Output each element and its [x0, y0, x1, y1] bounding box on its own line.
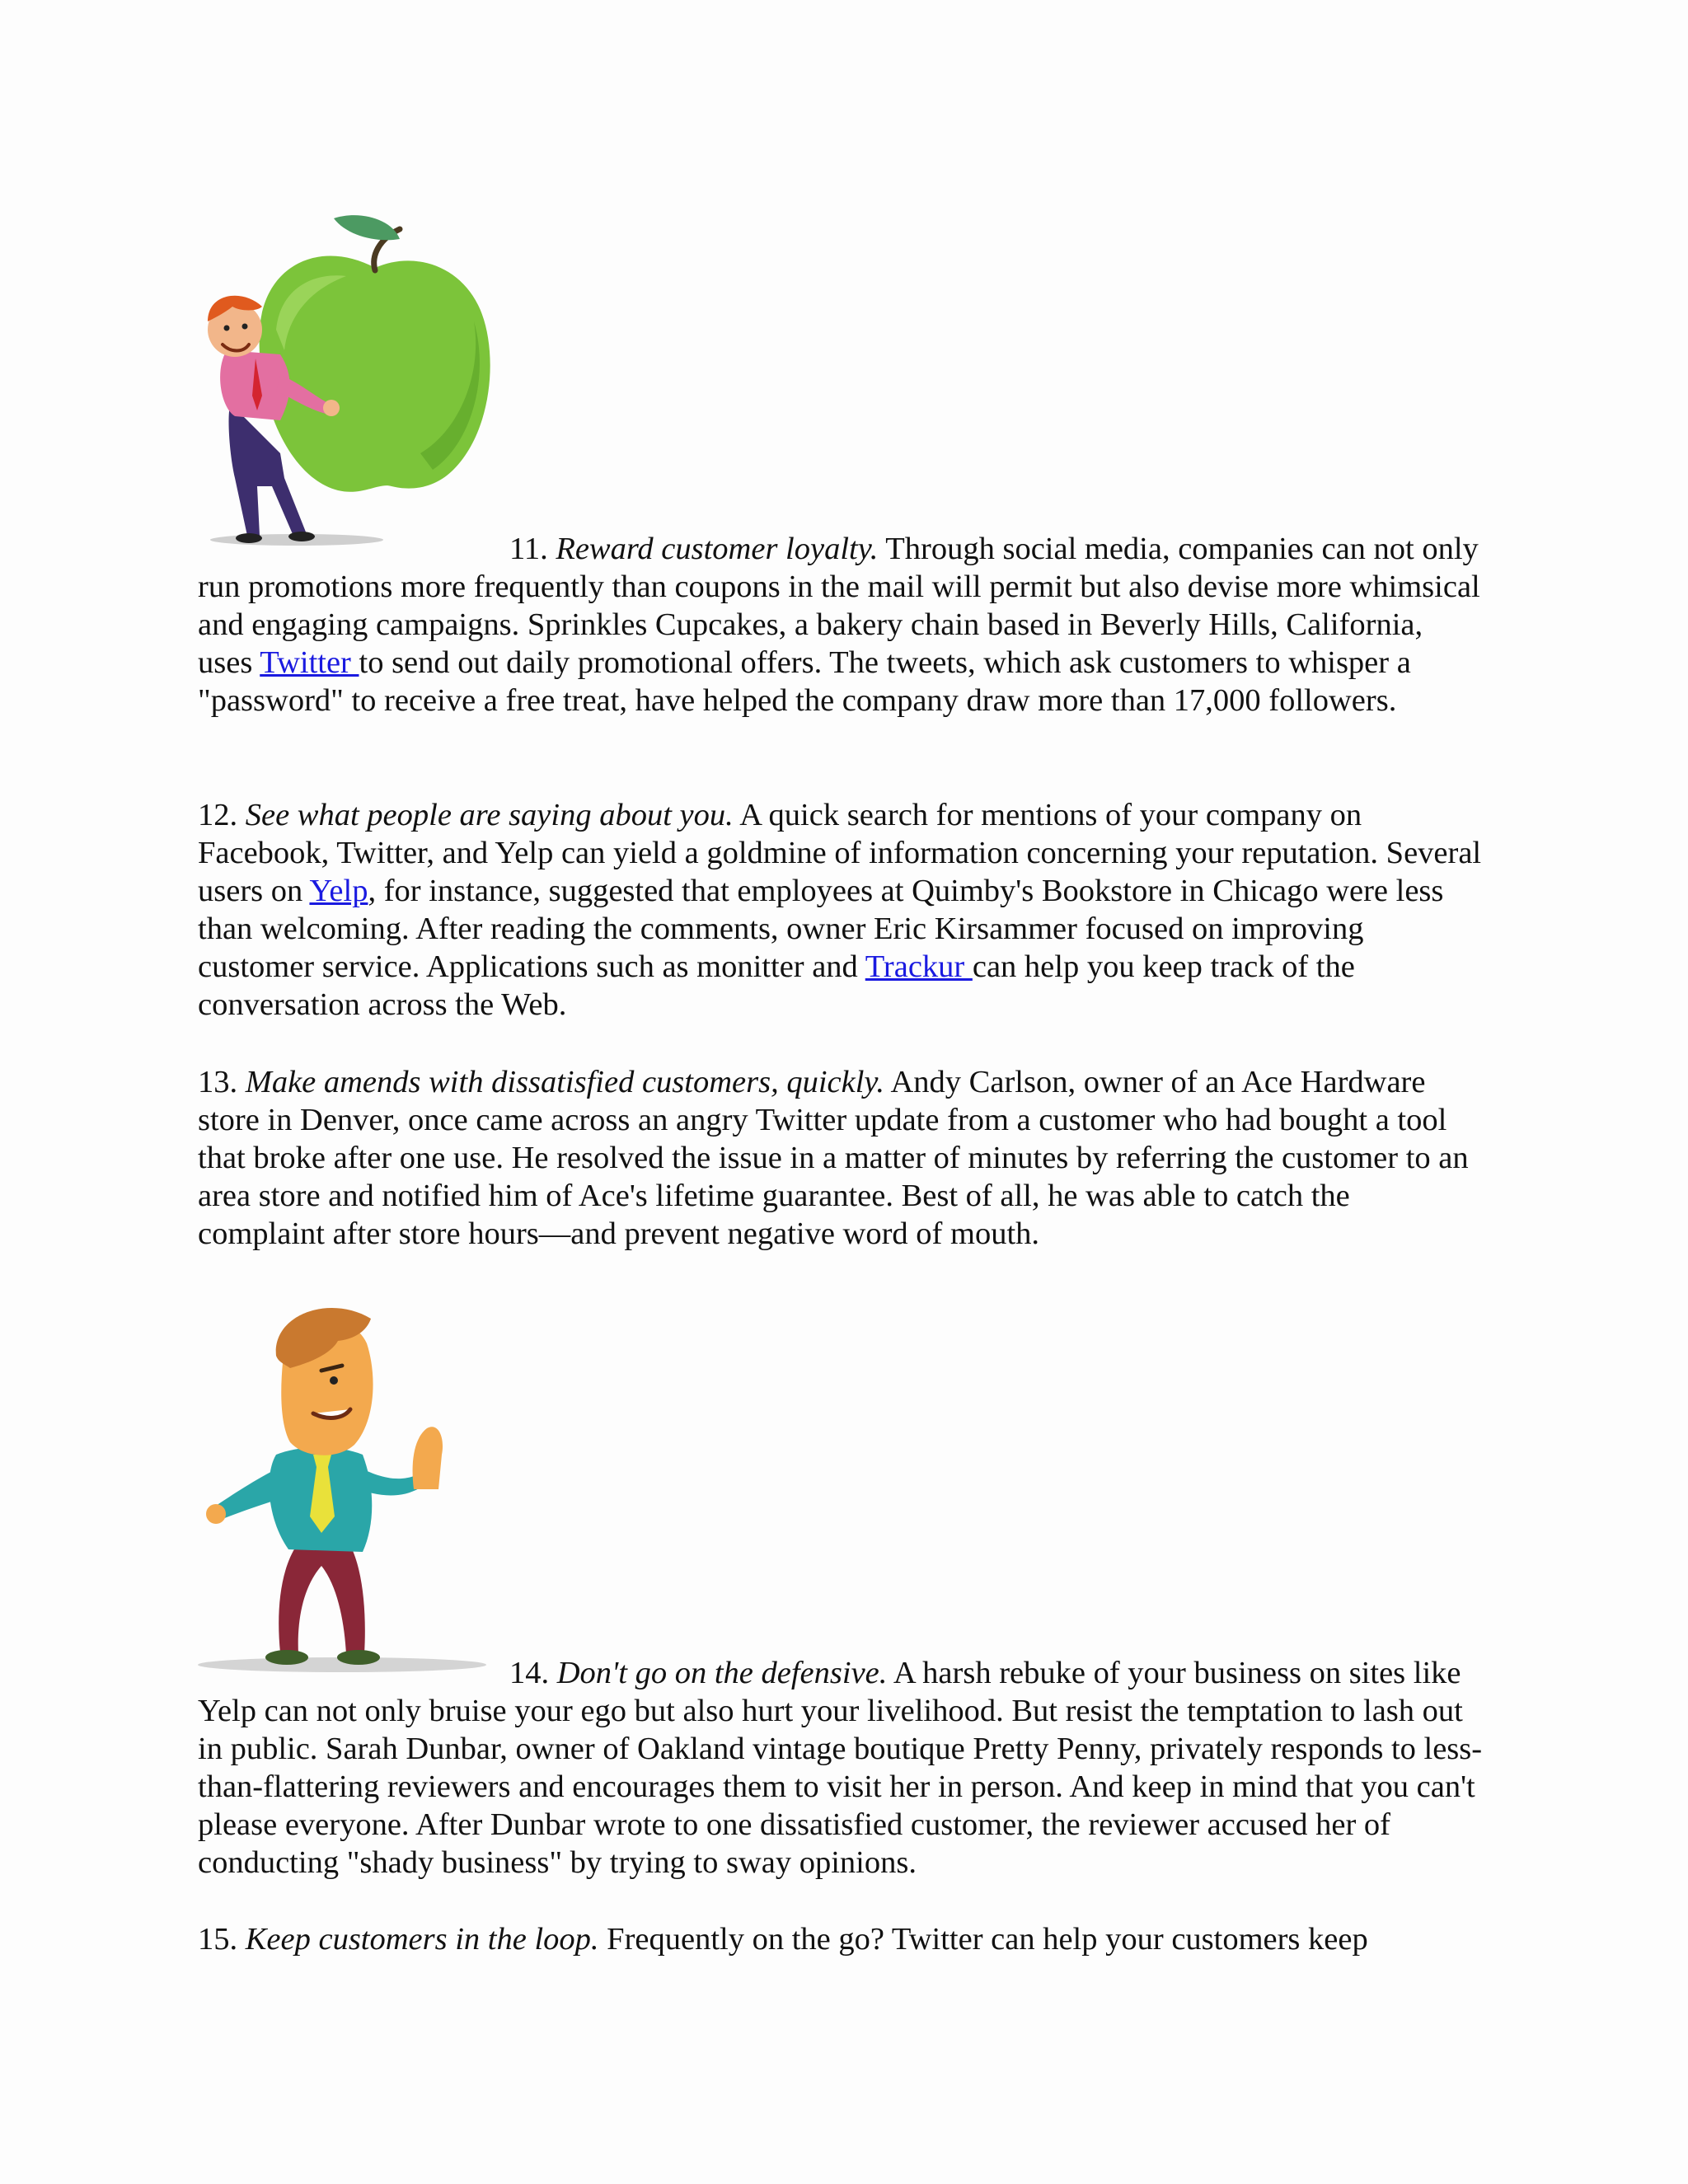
- paragraph-text: A harsh rebuke of your business on sites like Yelp can not only bruise your ego but also hurt your livelihood. But resist the temptation to lash out in public. Sarah Dunbar, owner of Oakland vintage boutique Pretty Penny, privately responds to less-than-flattering reviewers and encourages them to visit her in person. And keep in mind that you can't please everyone. After Dunbar wrote to one dissatisfied customer, the reviewer accused her of conducting "shady business" by trying to sway opinions.: [198, 1656, 1483, 1880]
- twitter-link[interactable]: Twitter: [260, 645, 359, 680]
- item-number: 13.: [198, 1065, 238, 1099]
- yelp-link[interactable]: Yelp: [309, 874, 368, 908]
- item-heading: See what people are saying about you.: [245, 798, 734, 832]
- item-number: 14.: [509, 1656, 550, 1690]
- item-heading: Don't go on the defensive.: [556, 1656, 888, 1690]
- item-heading: Reward customer loyalty.: [556, 532, 879, 566]
- paragraph-15: [198, 1920, 1484, 1958]
- item-heading: Keep customers in the loop.: [245, 1922, 599, 1957]
- paragraph-text: can help you keep track of the conversation across the Web.: [198, 949, 1355, 1022]
- paragraph-text: Through social media, companies can not only run promotions more frequently than coupons in the mail will permit but also devise more whimsical and engaging campaigns. Sprinkles Cupcakes, a bakery chain based in Beverly Hills, California, uses: [198, 532, 1480, 680]
- item-number: 11.: [509, 532, 548, 566]
- paragraph-11: [198, 530, 1484, 719]
- defensive-man-illustration: [198, 1298, 503, 1677]
- paragraph-14: [198, 1654, 1484, 1882]
- item-heading: Make amends with dissatisfied customers, quickly.: [245, 1065, 884, 1099]
- paragraph-text: to send out daily promotional offers. The tweets, which ask customers to whisper a "password" to receive a free treat, have helped the company draw more than 17,000 followers.: [198, 645, 1411, 718]
- trackur-link[interactable]: Trackur: [865, 949, 973, 984]
- paragraph-text: A quick search for mentions of your company on Facebook, Twitter, and Yelp can yield a goldmine of information concerning your reputation. Several users on: [198, 798, 1482, 908]
- item-number: 15.: [198, 1922, 238, 1957]
- paragraph-text: , for instance, suggested that employees at Quimby's Bookstore in Chicago were less than welcoming. After reading the comments, owner Eric Kirsammer focused on improving customer service. Applications such as monitter and: [198, 874, 1444, 984]
- item-number: 12.: [198, 798, 238, 832]
- paragraph-12: [198, 796, 1484, 1024]
- paragraph-13: [198, 1063, 1484, 1253]
- man-carrying-apple-illustration: [198, 206, 503, 552]
- paragraph-text: Andy Carlson, owner of an Ace Hardware store in Denver, once came across an angry Twitter update from a customer who had bought a tool that broke after one use. He resolved the issue in a matter of minutes by referring the customer to an area store and notified him of Ace's lifetime guarantee. Best of all, he was able to catch the complaint after store hours—and prevent negative word of mouth.: [198, 1065, 1469, 1251]
- paragraph-text: Frequently on the go? Twitter can help your customers keep: [598, 1922, 1368, 1957]
